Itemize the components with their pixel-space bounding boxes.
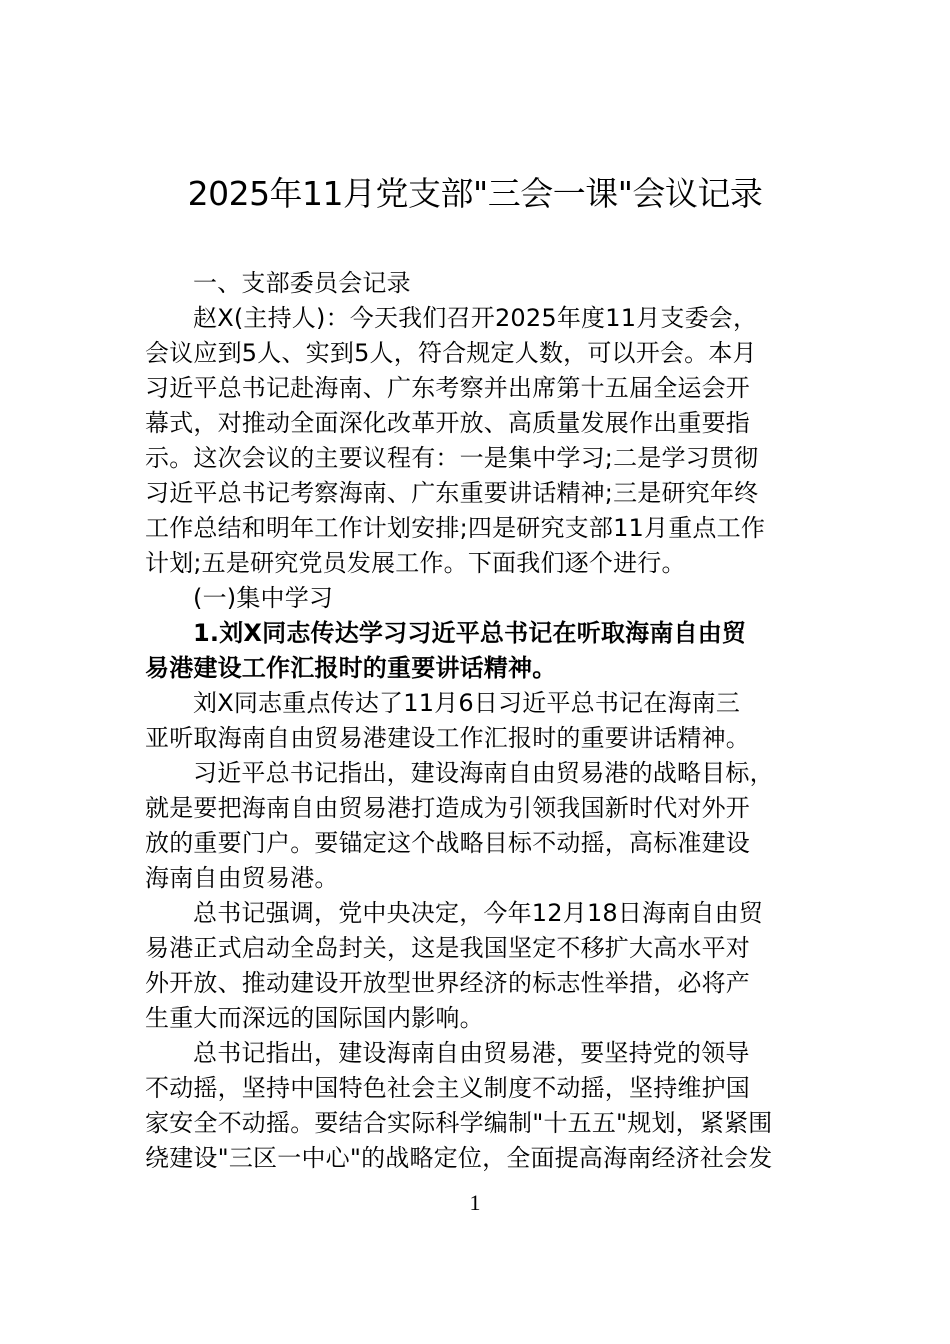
page-number: 1 — [469, 1190, 481, 1215]
paragraph-line: 外开放、推动建设开放型世界经济的标志性举措，必将产 — [145, 969, 750, 997]
document-title: 2025年11月党支部"三会一课"会议记录 — [187, 174, 763, 213]
paragraph-line: 会议应到5人、实到5人，符合规定人数，可以开会。本月 — [145, 339, 757, 367]
paragraph-line: 不动摇，坚持中国特色社会主义制度不动摇，坚持维护国 — [145, 1074, 750, 1102]
paragraph-line: 绕建设"三区一中心"的战略定位，全面提高海南经济社会发 — [145, 1144, 773, 1172]
paragraph-line: 海南自由贸易港。 — [145, 864, 339, 892]
subsection-heading-study: (一)集中学习 — [193, 584, 334, 612]
paragraph-line: 幕式，对推动全面深化改革开放、高质量发展作出重要指 — [145, 409, 750, 437]
paragraph-line: 计划;五是研究党员发展工作。下面我们逐个进行。 — [145, 549, 686, 577]
item-heading-bold: 易港建设工作汇报时的重要讲话精神。 — [145, 654, 557, 682]
paragraph-line: 刘X同志重点传达了11月6日习近平总书记在海南三 — [193, 689, 741, 717]
paragraph-line: 示。这次会议的主要议程有：一是集中学习;二是学习贯彻 — [145, 444, 759, 472]
paragraph-line: 习近平总书记赴海南、广东考察并出席第十五届全运会开 — [145, 374, 750, 402]
paragraph-line: 易港正式启动全岛封关，这是我国坚定不移扩大高水平对 — [145, 934, 750, 962]
paragraph-line: 就是要把海南自由贸易港打造成为引领我国新时代对外开 — [145, 794, 750, 822]
paragraph-line: 习近平总书记考察海南、广东重要讲话精神;三是研究年终 — [145, 479, 759, 507]
paragraph-line: 习近平总书记指出，建设海南自由贸易港的战略目标， — [193, 759, 774, 787]
paragraph-line: 总书记强调，党中央决定，今年12月18日海南自由贸 — [193, 899, 764, 927]
paragraph-line: 亚听取海南自由贸易港建设工作汇报时的重要讲话精神。 — [145, 724, 750, 752]
item-heading-bold: 1.刘X同志传达学习习近平总书记在听取海南自由贸 — [193, 619, 747, 647]
paragraph-line: 放的重要门户。要锚定这个战略目标不动摇，高标准建设 — [145, 829, 750, 857]
section-heading-branch-committee: 一、支部委员会记录 — [193, 269, 411, 297]
paragraph-line: 生重大而深远的国际国内影响。 — [145, 1004, 484, 1032]
paragraph-line: 工作总结和明年工作计划安排;四是研究支部11月重点工作 — [145, 514, 766, 542]
paragraph-line: 赵X(主持人)：今天我们召开2025年度11月支委会， — [193, 304, 758, 332]
paragraph-line: 总书记指出，建设海南自由贸易港，要坚持党的领导 — [193, 1039, 750, 1067]
paragraph-line: 家安全不动摇。要结合实际科学编制"十五五"规划，紧紧围 — [145, 1109, 773, 1137]
